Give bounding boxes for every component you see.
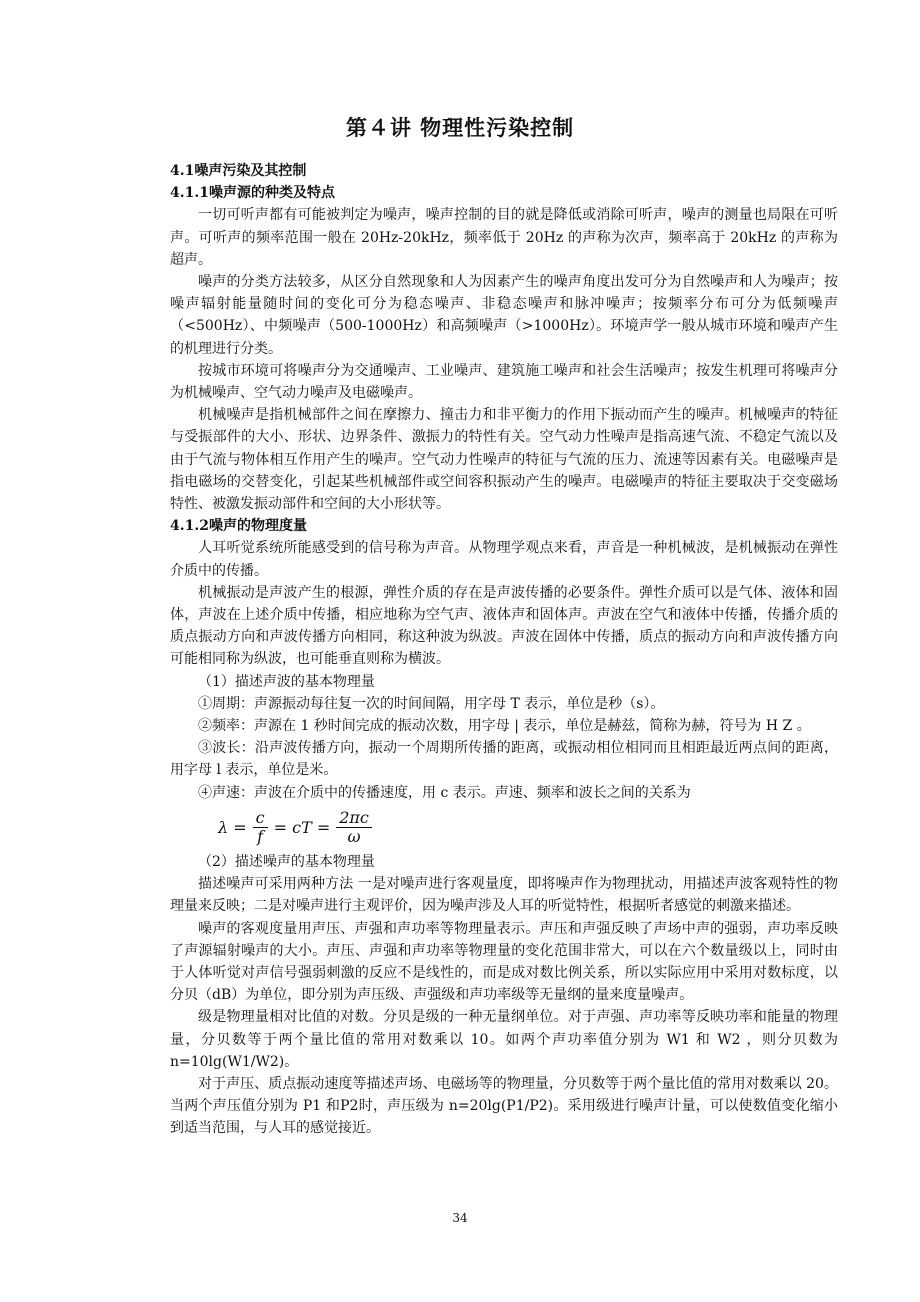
section-heading-4-1-1: 4.1.1噪声源的种类及特点 bbox=[170, 185, 335, 202]
paragraph: 级是物理量相对比值的对数。分贝是级的一种无量纲单位。对于声强、声功率等反映功率和能量的物理量，分贝数等于两个量比值的常用对数乘以 10。如两个声功率值分别为 W1 和 W2 ，则分贝数为 n=10lg(W1/W2)。 bbox=[170, 1009, 838, 1070]
list-item-frequency: ②频率：声源在 1 秒时间完成的振动次数，用字母 | 表示，单位是赫兹，简称为赫，符号为 H Z 。 bbox=[198, 718, 811, 735]
list-item-sound-speed: ④声速：声波在介质中的传播速度，用 c 表示。声速、频率和波长之间的关系为 bbox=[198, 784, 691, 801]
paragraph: 按城市环境可将噪声分为交通噪声、工业噪声、建筑施工噪声和社会生活噪声；按发生机理可将噪声分为机械噪声、空气动力噪声及电磁噪声。 bbox=[170, 362, 838, 402]
list-item-period: ①周期：声源振动每往复一次的时间间隔，用字母 T 表示，单位是秒（s）。 bbox=[198, 695, 665, 712]
formula-fraction-2 bbox=[336, 809, 372, 846]
formula-numerator-2: 2πc bbox=[336, 809, 372, 828]
formula-middle: = cT = bbox=[273, 817, 331, 837]
formula-fraction-1 bbox=[253, 809, 268, 846]
subheading-sound-wave-quantities: （1）描述声波的基本物理量 bbox=[198, 673, 375, 690]
paragraph: 描述噪声可采用两种方法 一是对噪声进行客观量度，即将噪声作为物理扰动，用描述声波客观特性的物理量来反映；二是对噪声进行主观评价，因为噪声涉及人耳的听觉特性，根据听者感觉的刺激来描述。 bbox=[170, 876, 838, 915]
paragraph: 噪声的客观度量用声压、声强和声功率等物理量表示。声压和声强反映了声场中声的强弱，声功率反映了声源辐射噪声的大小。声压、声强和声功率等物理量的变化范围非常大，可以在六个数量级以上，同时由于人体听觉对声信号强弱刺激的反应不是线性的，而是成对数比例关系，所以实际应用中采用对数标度，以分贝（dB）为单位，即分别为声压级、声强级和声功率级等无量纲的量来度量噪声。 bbox=[170, 920, 838, 1004]
paragraph: 噪声的分类方法较多，从区分自然现象和人为因素产生的噪声角度出发可分为自然噪声和人为噪声；按噪声辐射能量随时间的变化可分为稳态噪声、非稳态噪声和脉冲噪声；按频率分布可分为低频噪声（<500Hz）、中频噪声（500-1000Hz）和高频噪声（>1000Hz）。环境声学一般从城市环境和噪声产生的机理进行分类。 bbox=[170, 274, 838, 357]
paragraph: 一切可听声都有可能被判定为噪声，噪声控制的目的就是降低或消除可听声，噪声的测量也局限在可听声。可听声的频率范围一般在 20Hz-20kHz，频率低于 20Hz 的声称为次声，频率高于 20kHz 的声称为超声。 bbox=[170, 207, 838, 268]
page-number: 34 bbox=[452, 1211, 468, 1225]
paragraph: 机械振动是声波产生的根源，弹性介质的存在是声波传播的必要条件。弹性介质可以是气体、液体和固体，声波在上述介质中传播，相应地称为空气声、液体声和固体声。声波在空气和液体中传播，传播介质的质点振动方向和声波传播方向相同，称这种波为纵波。声波在固体中传播，质点的振动方向和声波传播方向可能相同称为纵波，也可能垂直则称为横波。 bbox=[170, 584, 838, 668]
paragraph: 对于声压、质点振动速度等描述声场、电磁场等的物理量，分贝数等于两个量比值的常用对数乘以 20。当两个声压值分别为 P1 和P2时，声压级为 n=20lg(P1/P2)。采用级进行噪声计量，可以使数值变化缩小到适当范围，与人耳的感觉接近。 bbox=[170, 1075, 838, 1137]
paragraph: 机械噪声是指机械部件之间在摩擦力、撞击力和非平衡力的作用下振动而产生的噪声。机械噪声的特征与受振部件的大小、形状、边界条件、激振力的特性有关。空气动力性噪声是指高速气流、不稳定气流以及由于气流与物体相互作用产生的噪声。空气动力性噪声的特征与气流的压力、流速等因素有关。电磁噪声是指电磁场的交替变化，引起某些机械部件或空间容积振动产生的噪声。电磁噪声的特征主要取决于交变磁场特性、被激发振动部件和空间的大小形状等。 bbox=[170, 407, 838, 513]
formula-denominator-1: f bbox=[257, 827, 264, 847]
formula-numerator-1: c bbox=[253, 809, 268, 828]
section-heading-4-1: 4.1噪声污染及其控制 bbox=[170, 163, 307, 179]
document-body bbox=[170, 160, 838, 1140]
paragraph: 人耳听觉系统所能感受到的信号称为声音。从物理学观点来看，声音是一种机械波，是机械振动在弹性介质中的传播。 bbox=[170, 540, 838, 579]
formula-lhs: λ = bbox=[218, 817, 247, 837]
wave-relation-formula bbox=[218, 807, 838, 849]
list-item-wavelength: ③波长：沿声波传播方向，振动一个周期所传播的距离，或振动相位相同而且相距最近两点间的距离，用字母 l 表示，单位是米。 bbox=[170, 740, 838, 779]
subheading-noise-quantities: （2）描述噪声的基本物理量 bbox=[198, 853, 375, 870]
formula-denominator-2: ω bbox=[347, 827, 361, 847]
section-heading-4-1-2: 4.1.2噪声的物理度量 bbox=[170, 518, 307, 535]
page-title: 第４讲 物理性污染控制 bbox=[345, 116, 575, 140]
